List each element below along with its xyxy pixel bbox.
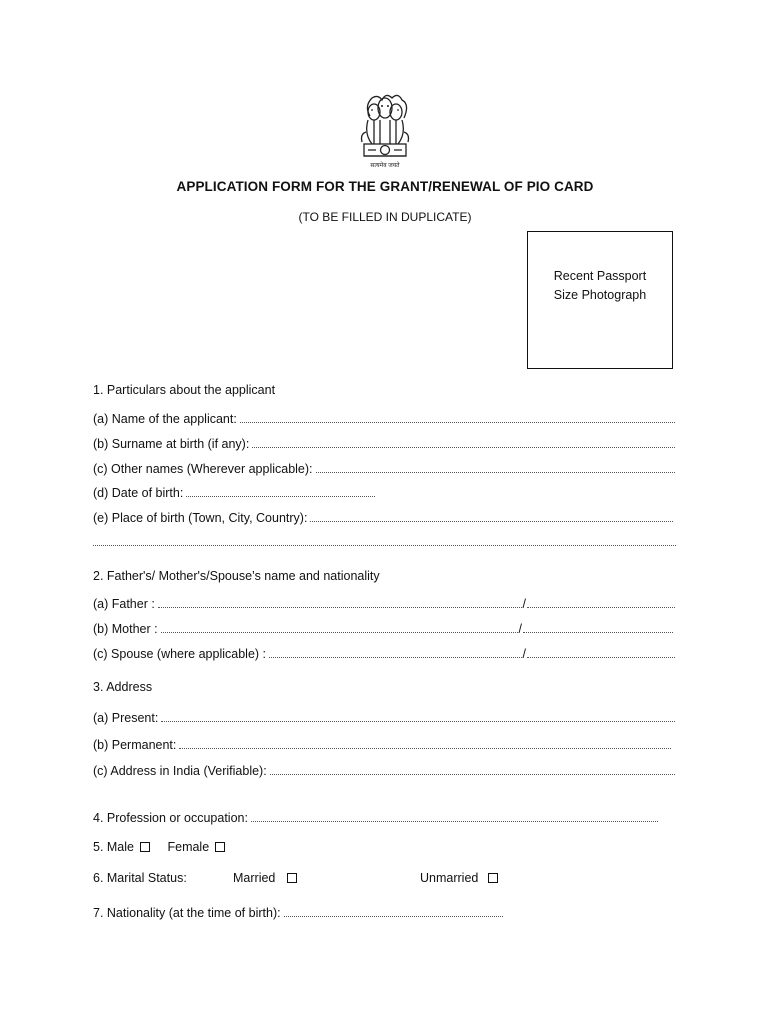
married-option	[233, 871, 297, 885]
field-label: (c) Other names (Wherever applicable):	[93, 462, 313, 476]
married-label: Married	[233, 871, 276, 885]
place-of-birth-field[interactable]	[93, 509, 673, 525]
fill-line-nationality[interactable]	[527, 607, 675, 608]
field-label: (a) Father :	[93, 597, 155, 611]
form-subtitle: (TO BE FILLED IN DUPLICATE)	[298, 210, 472, 224]
place-of-birth-continuation-line[interactable]	[93, 545, 676, 546]
fill-line[interactable]	[161, 721, 675, 722]
fill-line-nationality[interactable]	[527, 657, 675, 658]
separator: /	[522, 597, 526, 611]
permanent-address-field[interactable]	[93, 736, 671, 752]
field-label: 4. Profession or occupation:	[93, 811, 248, 825]
section2-heading: 2. Father's/ Mother's/Spouse’s name and nationality	[93, 569, 380, 583]
present-address-field[interactable]	[93, 709, 675, 725]
unmarried-option	[420, 871, 498, 885]
surname-at-birth-field[interactable]	[93, 435, 675, 451]
fill-line[interactable]	[251, 821, 658, 822]
fill-line-name[interactable]	[161, 632, 518, 633]
spouse-field[interactable]	[93, 645, 675, 661]
emblem-motto: सत्यमेव जयते	[370, 163, 400, 169]
male-label: 5. Male	[93, 840, 134, 854]
fill-line[interactable]	[270, 774, 675, 775]
fill-line-name[interactable]	[269, 657, 522, 658]
nationality-at-birth-field[interactable]	[93, 904, 503, 920]
fill-line[interactable]	[284, 916, 503, 917]
fill-line-nationality[interactable]	[523, 632, 673, 633]
fill-line[interactable]	[186, 496, 375, 497]
other-names-field[interactable]	[93, 460, 675, 476]
field-label: (b) Surname at birth (if any):	[93, 437, 250, 451]
field-label: (b) Permanent:	[93, 738, 177, 752]
photo-box-line2: Size Photograph	[553, 288, 647, 302]
field-label: (c) Address in India (Verifiable):	[93, 764, 267, 778]
separator: /	[518, 622, 522, 636]
field-label: 7. Nationality (at the time of birth):	[93, 906, 281, 920]
male-checkbox[interactable]	[140, 842, 150, 852]
field-label: (c) Spouse (where applicable) :	[93, 647, 266, 661]
field-label: (b) Mother :	[93, 622, 158, 636]
photo-box-line1: Recent Passport	[553, 269, 647, 283]
field-label: (a) Name of the applicant:	[93, 412, 237, 426]
female-checkbox[interactable]	[215, 842, 225, 852]
unmarried-checkbox[interactable]	[488, 873, 498, 883]
unmarried-label: Unmarried	[420, 871, 479, 885]
field-label: (e) Place of birth (Town, City, Country):	[93, 511, 308, 525]
applicant-name-field[interactable]	[93, 410, 675, 426]
field-label: (a) Present:	[93, 711, 159, 725]
female-label: Female	[167, 840, 210, 854]
section1-heading: 1. Particulars about the applicant	[93, 383, 276, 397]
separator: /	[522, 647, 526, 661]
mother-field[interactable]	[93, 620, 673, 636]
fill-line-name[interactable]	[158, 607, 522, 608]
fill-line[interactable]	[252, 447, 675, 448]
photo-box	[527, 231, 673, 369]
father-field[interactable]	[93, 595, 675, 611]
section3-heading: 3. Address	[93, 680, 153, 694]
field-label: (d) Date of birth:	[93, 486, 184, 500]
date-of-birth-field[interactable]	[93, 484, 375, 500]
fill-line[interactable]	[240, 422, 675, 423]
india-address-field[interactable]	[93, 762, 675, 778]
gender-row	[93, 840, 225, 854]
married-checkbox[interactable]	[287, 873, 297, 883]
fill-line[interactable]	[316, 472, 675, 473]
marital-status-label: 6. Marital Status:	[93, 871, 187, 885]
fill-line[interactable]	[179, 748, 671, 749]
fill-line[interactable]	[310, 521, 673, 522]
form-title: APPLICATION FORM FOR THE GRANT/RENEWAL OF PIO CARD	[176, 179, 594, 194]
profession-field[interactable]	[93, 809, 658, 825]
